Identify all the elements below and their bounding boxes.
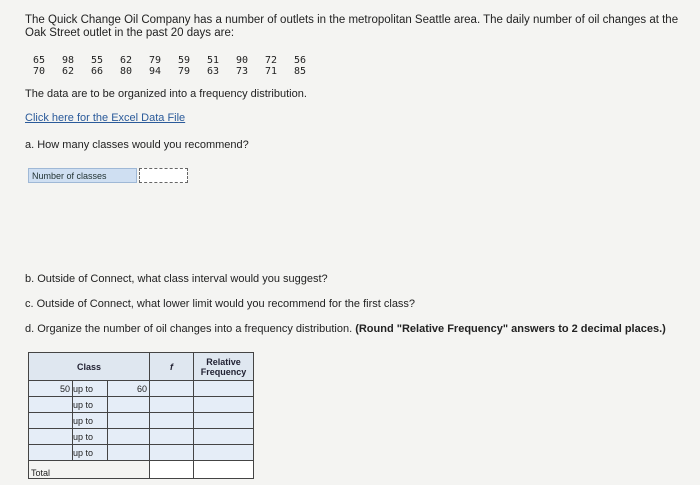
data-value: 79 bbox=[178, 66, 191, 77]
relative-frequency-input[interactable] bbox=[194, 413, 254, 429]
total-relative-frequency-input[interactable] bbox=[194, 461, 254, 479]
frequency-header: f bbox=[150, 353, 194, 381]
data-value: 94 bbox=[149, 66, 162, 77]
data-value: 51 bbox=[207, 55, 220, 66]
data-value: 71 bbox=[265, 66, 278, 77]
data-value: 62 bbox=[120, 55, 133, 66]
data-value: 73 bbox=[236, 66, 249, 77]
data-value: 70 bbox=[33, 66, 46, 77]
data-value: 72 bbox=[265, 55, 278, 66]
excel-data-link[interactable]: Click here for the Excel Data File bbox=[25, 112, 186, 124]
relative-frequency-input[interactable] bbox=[194, 381, 254, 397]
data-row-1 bbox=[33, 55, 323, 66]
total-label: Total bbox=[29, 461, 150, 479]
class-upper-input[interactable] bbox=[108, 413, 150, 429]
problem-intro: The Quick Change Oil Company has a number of outlets in the metropolitan Seattle area. The daily number of oil changes at the Oak Street outlet in the past 20 days are: bbox=[25, 14, 679, 39]
frequency-input[interactable] bbox=[150, 445, 194, 461]
data-value: 56 bbox=[294, 55, 307, 66]
data-value: 85 bbox=[294, 66, 307, 77]
up-to-label: up to bbox=[73, 445, 108, 461]
data-value: 65 bbox=[33, 55, 46, 66]
frequency-input[interactable] bbox=[150, 413, 194, 429]
question-d-rounding-note: (Round "Relative Frequency" answers to 2 decimal places.) bbox=[355, 323, 666, 335]
class-header: Class bbox=[29, 353, 150, 381]
organize-note: The data are to be organized into a frequency distribution. bbox=[25, 88, 307, 100]
data-row-2 bbox=[33, 66, 323, 77]
question-d-text: d. Organize the number of oil changes into a frequency distribution. bbox=[25, 323, 353, 335]
num-classes-label: Number of classes bbox=[28, 168, 137, 183]
data-value: 63 bbox=[207, 66, 220, 77]
class-lower-input[interactable] bbox=[29, 397, 73, 413]
class-lower-input[interactable] bbox=[29, 413, 73, 429]
data-value: 62 bbox=[62, 66, 75, 77]
data-values bbox=[33, 55, 323, 77]
frequency-table bbox=[28, 352, 254, 479]
num-classes-input[interactable] bbox=[139, 168, 188, 183]
class-upper-input[interactable] bbox=[108, 445, 150, 461]
up-to-label: up to bbox=[73, 413, 108, 429]
class-upper-input[interactable] bbox=[108, 397, 150, 413]
class-lower-input[interactable] bbox=[29, 429, 73, 445]
class-lower-limit: 50 bbox=[29, 381, 73, 397]
up-to-label: up to bbox=[73, 397, 108, 413]
relative-frequency-input[interactable] bbox=[194, 429, 254, 445]
relative-frequency-header: Relative Frequency bbox=[194, 353, 254, 381]
relative-frequency-input[interactable] bbox=[194, 445, 254, 461]
class-upper-input[interactable] bbox=[108, 429, 150, 445]
question-a: a. How many classes would you recommend? bbox=[25, 139, 249, 151]
data-value: 80 bbox=[120, 66, 133, 77]
up-to-label: up to bbox=[73, 429, 108, 445]
data-value: 66 bbox=[91, 66, 104, 77]
data-value: 98 bbox=[62, 55, 75, 66]
total-frequency-input[interactable] bbox=[150, 461, 194, 479]
question-c: c. Outside of Connect, what lower limit would you recommend for the first class? bbox=[25, 298, 416, 310]
class-lower-input[interactable] bbox=[29, 445, 73, 461]
frequency-input[interactable] bbox=[150, 429, 194, 445]
data-value: 55 bbox=[91, 55, 104, 66]
frequency-input[interactable] bbox=[150, 397, 194, 413]
question-b: b. Outside of Connect, what class interval would you suggest? bbox=[25, 273, 328, 285]
num-classes-row bbox=[28, 168, 188, 183]
data-value: 59 bbox=[178, 55, 191, 66]
frequency-input[interactable] bbox=[150, 381, 194, 397]
class-upper-limit: 60 bbox=[108, 381, 150, 397]
data-value: 90 bbox=[236, 55, 249, 66]
relative-frequency-input[interactable] bbox=[194, 397, 254, 413]
up-to-label: up to bbox=[73, 381, 108, 397]
data-value: 79 bbox=[149, 55, 162, 66]
question-d bbox=[25, 323, 666, 335]
